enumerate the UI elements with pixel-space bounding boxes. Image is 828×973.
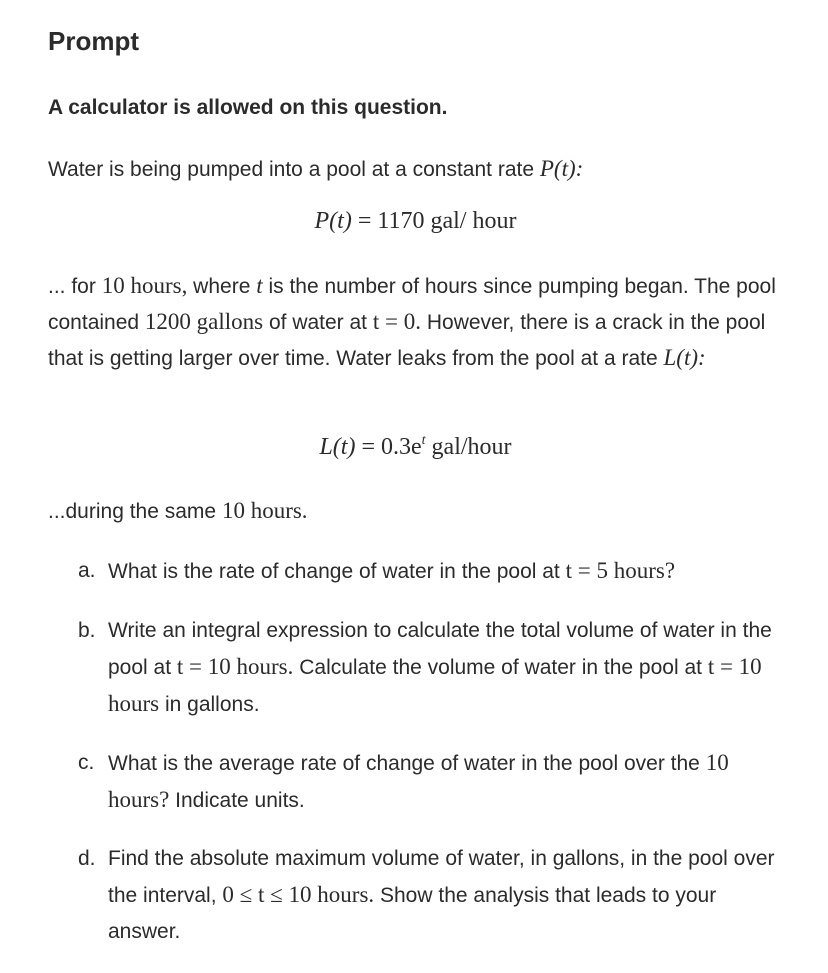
intro-text: Water is being pumped into a pool at a constant rate <box>48 158 535 181</box>
question-a <box>78 553 778 590</box>
para3-part1: ...during the same <box>48 500 217 523</box>
eq2-eq: = <box>361 434 375 460</box>
eq1-eq: = <box>357 208 372 234</box>
question-d-text: Find the absolute maximum volume of water, in gallons, in the pool over the interval, 0 ≤ t ≤ 10 hours. Show the analysis that leads to your answer. <box>108 847 775 943</box>
question-d <box>78 841 778 950</box>
intro-paragraph <box>48 151 783 187</box>
para3-num: 10 hours. <box>221 498 308 523</box>
intro-func: P(t): <box>539 156 584 181</box>
para2-part4: of water at <box>268 311 368 334</box>
equation-p <box>48 208 783 235</box>
para2-num10: 10 hours, <box>101 273 188 298</box>
eq2-lhs: L(t) <box>319 434 356 460</box>
question-b-text: Write an integral expression to calculate the total volume of water in the pool at t = 10 hours. Calculate the volume of water in the pool at t = 10 hours in gallons. <box>108 619 772 716</box>
para2-part5: However, there is a crack in the pool that is getting larger over time. Water leaks from the pool at a rate <box>48 311 766 370</box>
question-a-text: What is the rate of change of water in the pool at t = 5 hours? <box>108 558 676 583</box>
question-a-letter: a. <box>78 559 96 582</box>
question-b <box>78 613 778 723</box>
question-d-letter: d. <box>78 847 96 870</box>
para2-t-eq-0: t = 0. <box>372 309 421 334</box>
eq2-exp: t <box>421 433 426 448</box>
page-title: Prompt <box>48 26 139 56</box>
para2-func: L(t): <box>663 345 706 370</box>
equation-l <box>48 433 783 461</box>
duration-paragraph <box>48 493 783 529</box>
para2-t: t <box>256 273 263 298</box>
question-c <box>78 745 778 819</box>
calculator-note: A calculator is allowed on this question. <box>48 96 448 119</box>
question-c-letter: c. <box>78 751 95 774</box>
eq1-lhs: P(t) <box>314 208 352 234</box>
para2-part3: is the number of hours since pumping began. The pool contained <box>48 275 776 334</box>
description-paragraph <box>48 268 783 376</box>
question-c-text: What is the average rate of change of water in the pool over the 10 hours? Indicate units. <box>108 750 729 812</box>
para2-num1200: 1200 gallons <box>144 309 264 334</box>
para2-part2: where <box>193 275 251 298</box>
para2-part1: ... for <box>48 275 96 298</box>
eq1-rhs: 1170 gal/ hour <box>377 208 517 234</box>
eq2-unit: gal/hour <box>431 434 512 460</box>
question-b-letter: b. <box>78 619 96 642</box>
eq2-coef: 0.3e <box>381 434 422 460</box>
